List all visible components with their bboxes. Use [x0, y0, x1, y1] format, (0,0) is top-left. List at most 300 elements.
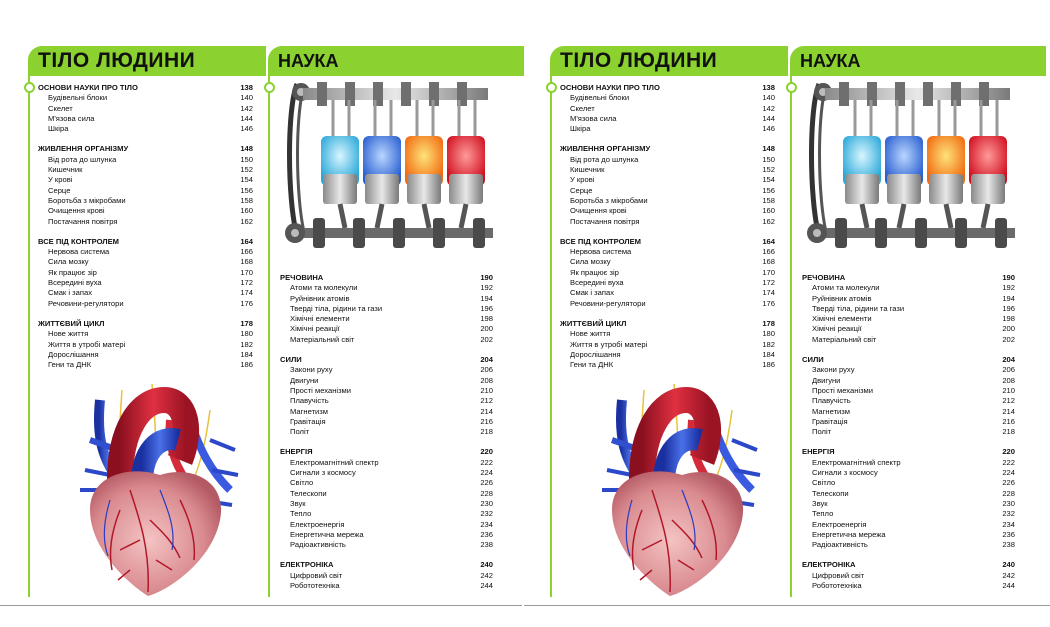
toc-entry[interactable] [38, 165, 253, 175]
toc-entry[interactable] [38, 186, 253, 196]
toc-page-number: 146 [762, 124, 775, 134]
toc-entry[interactable] [802, 294, 1015, 304]
toc-entry[interactable] [280, 386, 493, 396]
toc-page-number: 148 [762, 144, 775, 154]
toc-section [38, 237, 253, 309]
toc-entry[interactable] [280, 540, 493, 550]
toc-page-number: 138 [240, 83, 253, 92]
toc-entry-label: Гени та ДНК [48, 360, 92, 370]
body-title: ТІЛО ЛЮДИНИ [560, 49, 718, 72]
toc-entry[interactable] [280, 365, 493, 375]
toc-entry[interactable] [280, 407, 493, 417]
engine-cylinders-icon [805, 78, 1025, 258]
toc-entry[interactable] [802, 283, 1015, 293]
body-title-banner [28, 46, 266, 76]
toc-entry-label: Сигнали з космосу [290, 468, 356, 478]
toc-entry[interactable] [38, 350, 253, 360]
toc-entry-label: Від рота до шлунка [48, 154, 117, 164]
toc-entry-label: Будівельні блоки [48, 93, 108, 103]
toc-entry[interactable] [280, 294, 493, 304]
toc-entry[interactable] [802, 499, 1015, 509]
body-column-rule [550, 76, 552, 597]
toc-entry-label: Звук [290, 498, 306, 508]
toc-page-number: 162 [762, 216, 775, 226]
toc-entry-label: Боротьба з мікробами [48, 195, 126, 205]
toc-page-number: 236 [480, 529, 493, 539]
toc-section [38, 319, 253, 370]
toc-entry-label: Скелет [48, 103, 73, 113]
toc-page-number: 218 [480, 427, 493, 437]
toc-section-heading[interactable] [802, 560, 1015, 570]
toc-section-title: ВСЕ ПІД КОНТРОЛЕМ [38, 236, 120, 246]
toc-page-number: 196 [480, 303, 493, 313]
toc-entry-label: Смак і запах [570, 288, 614, 298]
toc-page-number: 156 [762, 185, 775, 195]
toc-section-title: ЖИТТЄВИЙ ЦИКЛ [560, 318, 627, 328]
toc-entry-label: Смак і запах [48, 288, 92, 298]
toc-section [560, 83, 775, 134]
toc-section-title: СИЛИ [802, 355, 824, 365]
toc-entry[interactable] [802, 314, 1015, 324]
toc-entry-label: Прості механізми [812, 385, 874, 395]
toc-entry-label: Гени та ДНК [570, 360, 614, 370]
toc-entry[interactable] [280, 520, 493, 530]
toc-page-number: 176 [240, 298, 253, 308]
toc-entry[interactable] [560, 165, 775, 175]
toc-entry[interactable] [802, 407, 1015, 417]
toc-entry[interactable] [560, 114, 775, 124]
toc-page-number: 168 [240, 257, 253, 267]
toc-entry-label: Енергетична мережа [290, 529, 364, 539]
spread-left [0, 0, 522, 627]
toc-entry-label: Тепло [812, 509, 834, 519]
toc-section-heading[interactable] [560, 237, 775, 247]
toc-entry-label: Світло [290, 478, 314, 488]
toc-entry[interactable] [802, 478, 1015, 488]
human-heart-icon [60, 380, 240, 598]
toc-page-number: 164 [762, 236, 775, 246]
toc-page-number: 162 [240, 216, 253, 226]
science-toc-marker [264, 82, 275, 93]
toc-entry[interactable] [560, 288, 775, 298]
toc-entry[interactable] [802, 304, 1015, 314]
toc-entry[interactable] [802, 571, 1015, 581]
toc-page-number: 206 [480, 365, 493, 375]
toc-page-number: 240 [1002, 560, 1015, 570]
toc-entry-label: Атоми та молекули [812, 283, 880, 293]
toc-page-number: 210 [480, 385, 493, 395]
toc-entry[interactable] [802, 417, 1015, 427]
toc-page-number: 222 [480, 457, 493, 467]
toc-entry[interactable] [38, 217, 253, 227]
toc-page-number: 220 [1002, 447, 1015, 457]
toc-page-number: 184 [240, 349, 253, 359]
toc-entry[interactable] [38, 175, 253, 185]
toc-section-title: ЕНЕРГІЯ [802, 447, 835, 457]
toc-section-heading[interactable] [38, 237, 253, 247]
toc-entry[interactable] [802, 509, 1015, 519]
toc-entry-label: Серце [48, 185, 71, 195]
toc-entry[interactable] [560, 268, 775, 278]
toc-section [802, 560, 1015, 591]
human-heart-icon [582, 380, 762, 598]
toc-section-heading[interactable] [802, 273, 1015, 283]
toc-entry-label: М'язова сила [570, 113, 617, 123]
toc-entry[interactable] [38, 257, 253, 267]
toc-entry[interactable] [280, 571, 493, 581]
toc-entry-label: Матеріальний світ [290, 334, 355, 344]
toc-entry-label: Магнетизм [290, 406, 328, 416]
toc-page-number: 166 [240, 247, 253, 257]
toc-entry[interactable] [280, 335, 493, 345]
toc-section-heading[interactable] [560, 144, 775, 154]
toc-page-number: 210 [1002, 385, 1015, 395]
toc-page-number: 242 [480, 570, 493, 580]
toc-entry[interactable] [38, 329, 253, 339]
toc-page-number: 216 [1002, 416, 1015, 426]
toc-entry[interactable] [560, 93, 775, 103]
toc-entry-label: Як працює зір [48, 267, 97, 277]
toc-page-number: 244 [480, 581, 493, 591]
toc-page-number: 192 [480, 283, 493, 293]
toc-page-number: 170 [240, 267, 253, 277]
toc-entry[interactable] [38, 93, 253, 103]
toc-section [280, 355, 493, 437]
toc-page-number: 152 [240, 165, 253, 175]
toc-entry-label: Двигуни [290, 375, 319, 385]
toc-page-number: 244 [1002, 581, 1015, 591]
toc-entry-label: Плавучість [290, 396, 329, 406]
toc-entry[interactable] [38, 124, 253, 134]
toc-entry[interactable] [802, 427, 1015, 437]
toc-entry[interactable] [38, 206, 253, 216]
toc-page-number: 170 [762, 267, 775, 277]
toc-page-number: 234 [480, 519, 493, 529]
toc-entry[interactable] [280, 417, 493, 427]
toc-section-heading[interactable] [802, 447, 1015, 457]
toc-page-number: 194 [480, 293, 493, 303]
toc-page-number: 160 [240, 206, 253, 216]
toc-entry[interactable] [38, 155, 253, 165]
toc-entry[interactable] [38, 299, 253, 309]
toc-entry[interactable] [560, 196, 775, 206]
toc-entry-label: Гравітація [812, 416, 848, 426]
toc-page-number: 190 [480, 273, 493, 282]
science-column-rule [268, 76, 270, 597]
toc-page-number: 198 [1002, 314, 1015, 324]
toc-page-number: 218 [1002, 427, 1015, 437]
toc-page-number: 196 [1002, 303, 1015, 313]
toc-section-heading[interactable] [280, 447, 493, 457]
toc-entry-label: Дорослішання [48, 349, 99, 359]
toc-entry-label: Хімічні елементи [812, 314, 872, 324]
toc-page-number: 142 [762, 103, 775, 113]
toc-entry[interactable] [560, 299, 775, 309]
toc-page-number: 204 [480, 355, 493, 365]
toc-section-heading[interactable] [280, 355, 493, 365]
toc-section-heading[interactable] [802, 355, 1015, 365]
toc-entry-label: Двигуни [812, 375, 841, 385]
toc-entry[interactable] [38, 360, 253, 370]
toc-entry-label: Нервова система [570, 247, 632, 257]
toc-entry-label: Всередині вуха [570, 278, 624, 288]
science-toc [280, 273, 493, 601]
toc-entry[interactable] [802, 581, 1015, 591]
toc-entry[interactable] [280, 468, 493, 478]
toc-entry[interactable] [560, 175, 775, 185]
toc-entry[interactable] [280, 509, 493, 519]
toc-entry[interactable] [38, 278, 253, 288]
toc-page-number: 202 [1002, 334, 1015, 344]
toc-page-number: 232 [1002, 509, 1015, 519]
toc-section-title: ОСНОВИ НАУКИ ПРО ТІЛО [38, 83, 138, 92]
toc-section-title: ЖИВЛЕННЯ ОРГАНІЗМУ [38, 144, 129, 154]
toc-entry-label: Від рота до шлунка [570, 154, 639, 164]
toc-entry[interactable] [802, 540, 1015, 550]
toc-page-number: 142 [240, 103, 253, 113]
toc-page-number: 234 [1002, 519, 1015, 529]
toc-entry-label: Електроенергія [812, 519, 867, 529]
toc-entry-label: Сила мозку [570, 257, 611, 267]
toc-section-title: ВСЕ ПІД КОНТРОЛЕМ [560, 236, 642, 246]
toc-entry-label: Магнетизм [812, 406, 850, 416]
toc-section-heading[interactable] [38, 144, 253, 154]
toc-entry-label: Робототехніка [812, 581, 862, 591]
toc-page-number: 180 [762, 329, 775, 339]
body-column [28, 46, 266, 76]
toc-page-number: 152 [762, 165, 775, 175]
toc-entry-label: Сила мозку [48, 257, 89, 267]
toc-entry-label: Хімічні реакції [290, 324, 340, 334]
toc-section [280, 273, 493, 345]
toc-entry[interactable] [802, 386, 1015, 396]
toc-entry-label: Радіоактивність [290, 540, 346, 550]
toc-page-number: 186 [762, 360, 775, 370]
toc-entry-label: Закони руху [812, 365, 855, 375]
toc-entry[interactable] [280, 376, 493, 386]
toc-section-title: ЕЛЕКТРОНІКА [280, 560, 334, 570]
toc-entry[interactable] [560, 217, 775, 227]
toc-entry-label: Світло [812, 478, 836, 488]
toc-entry[interactable] [280, 314, 493, 324]
toc-entry-label: Політ [812, 427, 832, 437]
toc-entry-label: Закони руху [290, 365, 333, 375]
toc-section-heading[interactable] [38, 319, 253, 329]
toc-entry-label: Атоми та молекули [290, 283, 358, 293]
toc-entry[interactable] [280, 324, 493, 334]
toc-page-number: 182 [762, 339, 775, 349]
science-toc-marker [786, 82, 797, 93]
toc-entry[interactable] [802, 365, 1015, 375]
toc-entry-label: М'язова сила [48, 113, 95, 123]
toc-page-number: 194 [1002, 293, 1015, 303]
toc-entry-label: Електромагнітний спектр [290, 457, 379, 467]
toc-entry-label: Цифровий світ [812, 570, 865, 580]
toc-entry[interactable] [280, 304, 493, 314]
toc-page-number: 232 [480, 509, 493, 519]
toc-entry[interactable] [38, 247, 253, 257]
spread-right [522, 0, 1044, 627]
toc-page-number: 172 [240, 278, 253, 288]
toc-page-number: 144 [240, 113, 253, 123]
page-bottom-rule [524, 605, 1050, 606]
toc-entry[interactable] [802, 376, 1015, 386]
toc-entry[interactable] [560, 247, 775, 257]
toc-entry[interactable] [802, 468, 1015, 478]
toc-entry[interactable] [280, 283, 493, 293]
toc-section-heading[interactable] [560, 83, 775, 93]
toc-entry[interactable] [38, 340, 253, 350]
toc-entry-label: Шкіра [48, 124, 69, 134]
toc-entry[interactable] [560, 257, 775, 267]
toc-entry[interactable] [280, 427, 493, 437]
toc-entry-label: Руйнівник атомів [290, 293, 350, 303]
toc-entry[interactable] [280, 396, 493, 406]
toc-entry[interactable] [802, 458, 1015, 468]
science-toc [802, 273, 1015, 601]
toc-entry[interactable] [280, 581, 493, 591]
toc-page-number: 204 [1002, 355, 1015, 365]
toc-entry-label: Хімічні елементи [290, 314, 350, 324]
toc-section-heading[interactable] [280, 273, 493, 283]
toc-entry[interactable] [560, 104, 775, 114]
toc-entry[interactable] [280, 499, 493, 509]
toc-entry[interactable] [38, 268, 253, 278]
toc-entry[interactable] [802, 489, 1015, 499]
toc-entry-label: Як працює зір [570, 267, 619, 277]
toc-entry[interactable] [802, 324, 1015, 334]
science-title: НАУКА [800, 50, 861, 71]
toc-entry[interactable] [560, 186, 775, 196]
toc-entry-label: Постачання повітря [570, 216, 640, 226]
toc-section-title: СИЛИ [280, 355, 302, 365]
toc-page-number: 156 [240, 185, 253, 195]
toc-entry[interactable] [280, 478, 493, 488]
toc-entry[interactable] [802, 396, 1015, 406]
toc-entry[interactable] [802, 530, 1015, 540]
toc-entry-label: Очищення крові [570, 206, 627, 216]
toc-section-title: ЖИВЛЕННЯ ОРГАНІЗМУ [560, 144, 651, 154]
toc-page-number: 220 [480, 447, 493, 457]
toc-page-number: 242 [1002, 570, 1015, 580]
toc-entry-label: Кишечник [48, 165, 83, 175]
toc-page-number: 240 [480, 560, 493, 570]
toc-page-number: 154 [240, 175, 253, 185]
toc-entry-label: Цифровий світ [290, 570, 343, 580]
body-title: ТІЛО ЛЮДИНИ [38, 49, 196, 72]
science-column [268, 46, 524, 76]
toc-entry-label: Матеріальний світ [812, 334, 877, 344]
toc-entry[interactable] [802, 335, 1015, 345]
toc-page-number: 140 [240, 93, 253, 103]
toc-section-heading[interactable] [560, 319, 775, 329]
toc-page-number: 208 [1002, 375, 1015, 385]
toc-entry[interactable] [38, 196, 253, 206]
toc-page-number: 202 [480, 334, 493, 344]
toc-entry-label: Нове життя [570, 329, 611, 339]
toc-page-number: 180 [240, 329, 253, 339]
toc-page-number: 230 [480, 498, 493, 508]
toc-entry-label: Тверді тіла, рідини та гази [812, 303, 905, 313]
toc-entry[interactable] [560, 329, 775, 339]
toc-section-title: ЕЛЕКТРОНІКА [802, 560, 856, 570]
toc-entry-label: Робототехніка [290, 581, 340, 591]
toc-entry[interactable] [280, 489, 493, 499]
toc-page-number: 146 [240, 124, 253, 134]
toc-section [802, 273, 1015, 345]
toc-section [560, 237, 775, 309]
toc-entry-label: Електроенергія [290, 519, 345, 529]
toc-entry[interactable] [560, 360, 775, 370]
body-toc [38, 83, 253, 380]
toc-page-number: 154 [762, 175, 775, 185]
toc-section [38, 144, 253, 226]
toc-page-number: 208 [480, 375, 493, 385]
toc-page-number: 182 [240, 339, 253, 349]
toc-entry[interactable] [560, 155, 775, 165]
toc-section [280, 560, 493, 591]
body-column-rule [28, 76, 30, 597]
toc-page-number: 190 [1002, 273, 1015, 282]
toc-entry-label: Тверді тіла, рідини та гази [290, 303, 383, 313]
toc-entry-label: Шкіра [570, 124, 591, 134]
science-column [790, 46, 1046, 76]
toc-entry[interactable] [280, 458, 493, 468]
science-title-banner [790, 46, 1046, 76]
toc-entry-label: Прості механізми [290, 385, 352, 395]
toc-page-number: 174 [762, 288, 775, 298]
toc-section-title: ОСНОВИ НАУКИ ПРО ТІЛО [560, 83, 660, 92]
toc-page-number: 206 [1002, 365, 1015, 375]
toc-entry[interactable] [560, 340, 775, 350]
toc-entry[interactable] [560, 278, 775, 288]
toc-entry[interactable] [560, 350, 775, 360]
toc-section-heading[interactable] [280, 560, 493, 570]
toc-page-number: 228 [480, 488, 493, 498]
toc-entry[interactable] [802, 520, 1015, 530]
toc-entry[interactable] [280, 530, 493, 540]
toc-entry-label: Життя в утробі матері [48, 339, 126, 349]
toc-entry-label: Руйнівник атомів [812, 293, 872, 303]
toc-entry-label: Нервова система [48, 247, 110, 257]
toc-entry[interactable] [560, 124, 775, 134]
toc-entry-label: Телескопи [812, 488, 849, 498]
toc-page-number: 160 [762, 206, 775, 216]
toc-entry-label: Речовини-регулятори [48, 298, 124, 308]
toc-page-number: 144 [762, 113, 775, 123]
toc-entry-label: Гравітація [290, 416, 326, 426]
toc-entry-label: Політ [290, 427, 310, 437]
toc-section-heading[interactable] [38, 83, 253, 93]
toc-page-number: 186 [240, 360, 253, 370]
toc-entry[interactable] [38, 104, 253, 114]
toc-page-number: 230 [1002, 498, 1015, 508]
body-toc-marker [546, 82, 557, 93]
toc-page-number: 158 [762, 195, 775, 205]
toc-entry-label: Енергетична мережа [812, 529, 886, 539]
toc-entry[interactable] [38, 288, 253, 298]
body-column [550, 46, 788, 76]
toc-page-number: 174 [240, 288, 253, 298]
toc-entry[interactable] [560, 206, 775, 216]
toc-section-title: ЕНЕРГІЯ [280, 447, 313, 457]
toc-page-number: 212 [1002, 396, 1015, 406]
toc-entry-label: Життя в утробі матері [570, 339, 648, 349]
toc-page-number: 176 [762, 298, 775, 308]
toc-entry-label: Плавучість [812, 396, 851, 406]
toc-entry[interactable] [38, 114, 253, 124]
toc-page-number: 216 [480, 416, 493, 426]
